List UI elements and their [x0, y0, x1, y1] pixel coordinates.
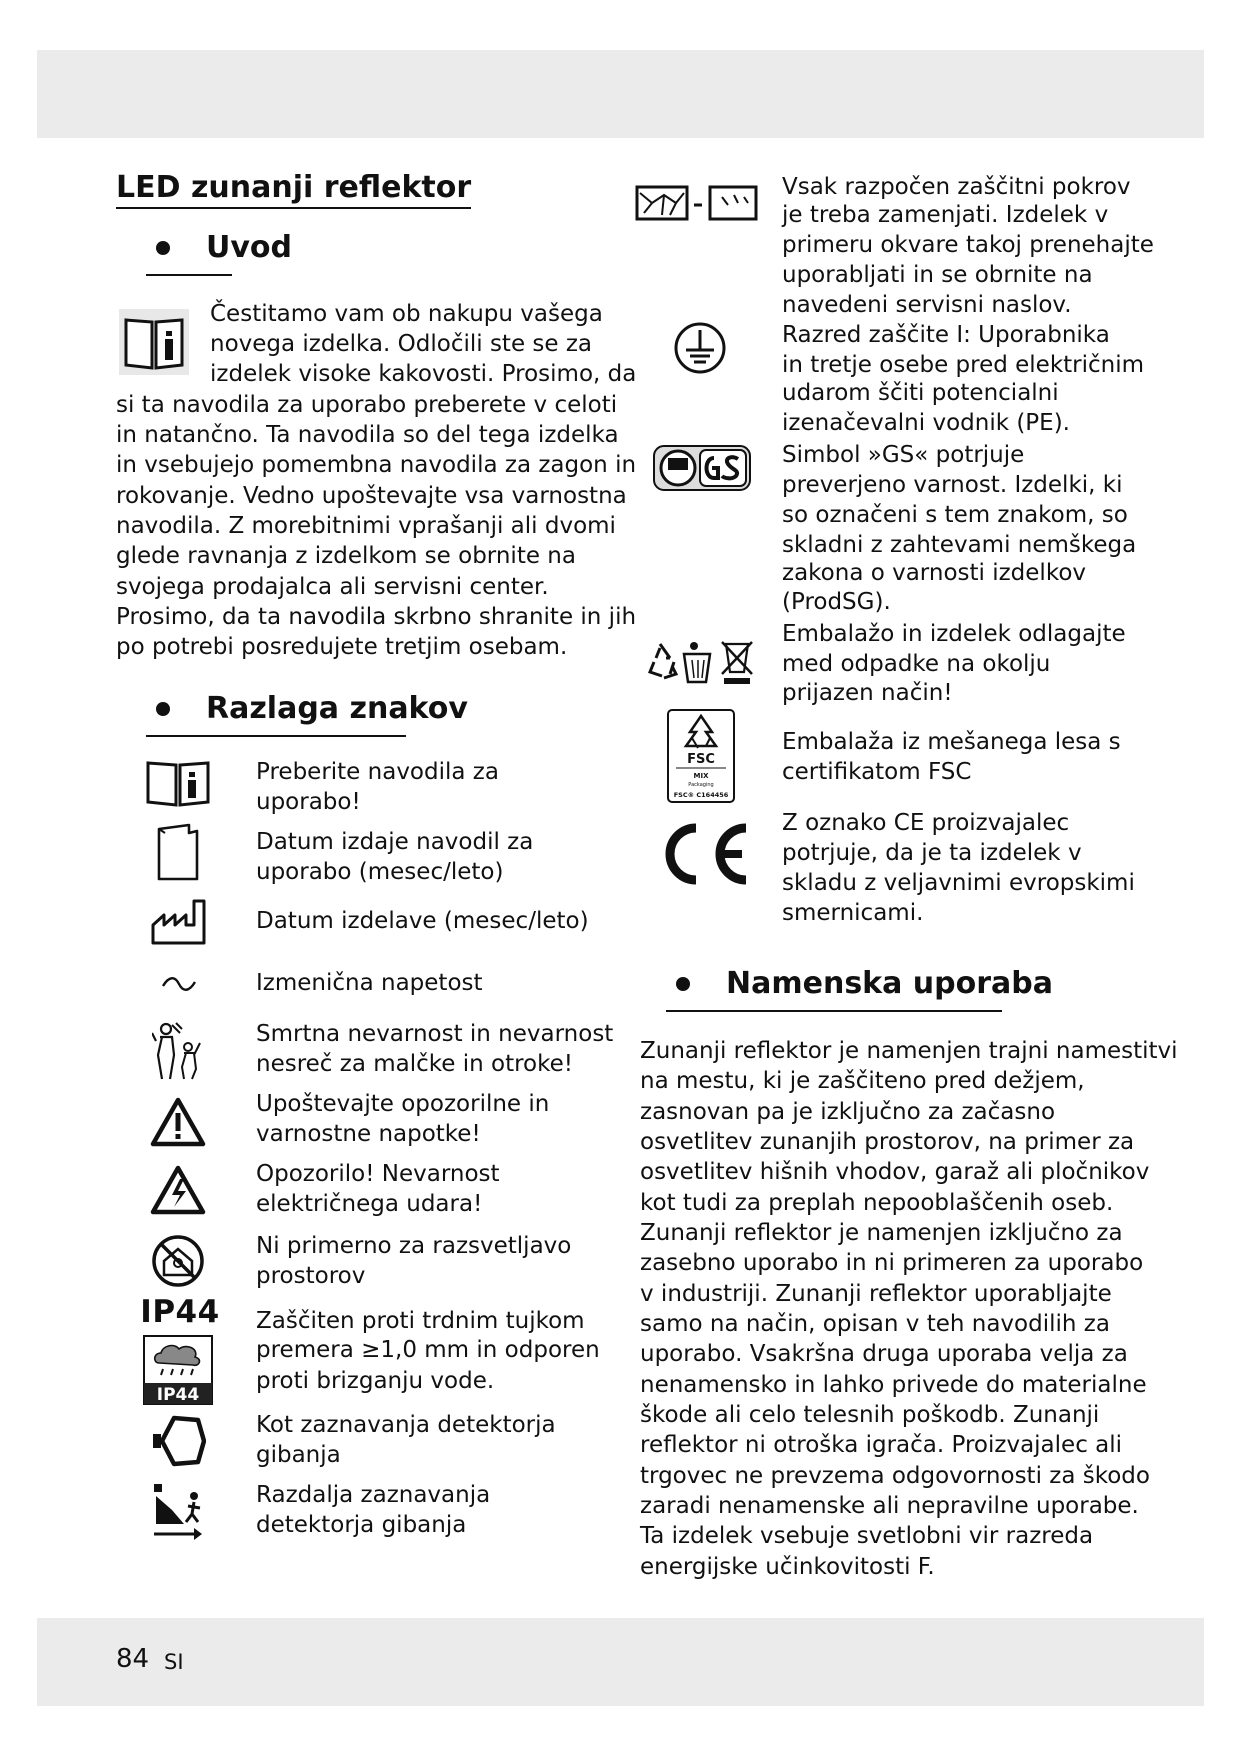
page-number: 84	[116, 1644, 150, 1674]
intended-use-line: Zunanji reflektor je namenjen izključno za	[640, 1220, 1123, 1246]
symbol-line: proti brizganju vode.	[256, 1368, 495, 1394]
symbol-line: primeru okvare takoj prenehajte	[782, 232, 1154, 258]
symbol-line: preverjeno varnost. Izdelki, ki	[782, 472, 1123, 498]
heading-underline	[146, 274, 232, 276]
symbol-line: potrjuje, da je ta izdelek v	[782, 840, 1082, 866]
factory-icon	[148, 895, 210, 949]
symbol-line: električnega udara!	[256, 1191, 483, 1217]
symbol-line: Z oznako CE proizvajalec	[782, 810, 1070, 836]
symbol-line: uporabljati in se obrnite na	[782, 262, 1093, 288]
protective-earth-icon	[670, 318, 730, 378]
fsc-code: FSC® C164456	[673, 791, 729, 799]
symbol-line: Kot zaznavanja detektorja	[256, 1412, 556, 1438]
intended-use-line: osvetlitev zunanjih prostorov, na primer za	[640, 1129, 1135, 1155]
bullet-icon	[676, 977, 690, 991]
read-manual-icon	[144, 755, 212, 811]
symbol-line: Izmenična napetost	[256, 970, 483, 996]
electric-shock-icon	[148, 1162, 208, 1218]
symbol-line: zakona o varnosti izdelkov	[782, 560, 1086, 586]
section-heading-intro	[156, 230, 316, 270]
intended-use-line: energijske učinkovitosti F.	[640, 1554, 935, 1580]
symbol-line: Simbol »GS« potrjuje	[782, 442, 1025, 468]
manual-booklet-icon	[150, 820, 206, 884]
intended-use-line: nenamensko in lahko privede do materialne	[640, 1372, 1147, 1398]
intended-use-line: na mestu, ki je zaščiteno pred dežjem,	[640, 1068, 1085, 1094]
fsc-brand: FSC	[687, 752, 715, 767]
intended-use-line: Ta izdelek vsebuje svetlobni vir razreda	[640, 1523, 1094, 1549]
symbol-line: udarom ščiti potencialni	[782, 380, 1059, 406]
symbol-line: Datum izdaje navodil za	[256, 829, 534, 855]
symbol-line: Embalaža iz mešanega lesa s	[782, 729, 1121, 755]
symbol-line: skladu z veljavnimi evropskimi	[782, 870, 1135, 896]
intro-line: in natančno. Ta navodila so del tega izdelka	[116, 422, 619, 448]
intended-use-line: kot tudi za preplah nepooblaščenih oseb.	[640, 1190, 1114, 1216]
fsc-packaging: Packaging	[688, 782, 714, 788]
ip44-badge-text: IP44	[156, 1385, 200, 1405]
symbol-line: in tretje osebe pred električnim	[782, 352, 1145, 378]
detection-angle-icon	[148, 1410, 208, 1472]
symbol-line: Smrtna nevarnost in nevarnost	[256, 1021, 614, 1047]
alternating-current-icon	[156, 970, 202, 998]
symbol-line: certifikatom FSC	[782, 759, 972, 785]
intro-line: navodila. Z morebitnimi vprašanji ali dvomi	[116, 513, 616, 539]
fsc-icon	[664, 706, 738, 806]
symbol-line: Razred zaščite I: Uporabnika	[782, 322, 1110, 348]
intended-use-line: v industriji. Zunanji reflektor uporabljajte	[640, 1281, 1112, 1307]
symbol-line: uporabo!	[256, 789, 361, 815]
intended-use-line: Zunanji reflektor je namenjen trajni namestitvi	[640, 1038, 1178, 1064]
intro-line: glede ravnanja z izdelkom se obrnite na	[116, 543, 576, 569]
symbol-line: prijazen način!	[782, 680, 953, 706]
intro-line: rokovanje. Vedno upoštevajte vsa varnostna	[116, 483, 627, 509]
symbol-line: Datum izdelave (mesec/leto)	[256, 908, 589, 934]
intended-use-line: samo na način, opisan v teh navodilih za	[640, 1311, 1110, 1337]
heading-text: Razlaga znakov	[206, 691, 468, 726]
ip44-icon	[142, 1334, 214, 1406]
intended-use-line: zasebno uporabo in ni primeren za uporabo	[640, 1250, 1144, 1276]
section-heading-intended-use	[676, 966, 1076, 1006]
intro-line: in vsebujejo pomembna navodila za zagon in	[116, 452, 637, 478]
symbol-line: med odpadke na okolju	[782, 651, 1051, 677]
intended-use-line: zasnovan pa je izključno za začasno	[640, 1099, 1056, 1125]
language-code: SI	[164, 1650, 184, 1674]
ce-mark-icon	[650, 818, 754, 890]
symbol-line: Ni primerno za razsvetljavo	[256, 1233, 572, 1259]
ip44-label: IP44	[140, 1294, 220, 1330]
intended-use-line: reflektor ni otroška igrača. Proizvajalec ali	[640, 1432, 1123, 1458]
no-room-lighting-icon	[148, 1232, 208, 1290]
child-danger-icon	[148, 1020, 206, 1084]
intro-line: izdelek visoke kakovosti. Prosimo, da	[210, 361, 637, 387]
intro-line: si ta navodila za uporabo preberete v celoti	[116, 392, 618, 418]
heading-underline	[146, 735, 406, 737]
recycling-disposal-icon	[644, 636, 756, 688]
intended-use-line: škode ali celo telesnih poškodb. Zunanji	[640, 1402, 1100, 1428]
section-heading-symbols	[156, 691, 486, 731]
symbol-line: izenačevalni vodnik (PE).	[782, 410, 1070, 436]
intended-use-line: trgovec ne prevzema odgovornosti za škodo	[640, 1463, 1150, 1489]
bullet-icon	[156, 702, 170, 716]
symbol-line: Upoštevajte opozorilne in	[256, 1091, 550, 1117]
page-title: LED zunanji reflektor	[116, 170, 471, 209]
warning-triangle-icon	[148, 1094, 208, 1150]
symbol-line: Preberite navodila za	[256, 759, 499, 785]
intro-line: svojega prodajalca ali servisni center.	[116, 574, 549, 600]
intro-line: Prosimo, da ta navodila skrbno shranite in jih	[116, 604, 637, 630]
symbol-line: varnostne napotke!	[256, 1121, 481, 1147]
symbol-line: Razdalja zaznavanja	[256, 1482, 491, 1508]
symbol-line: prostorov	[256, 1263, 366, 1289]
symbol-line: so označeni s tem znakom, so	[782, 502, 1128, 528]
intended-use-line: osvetlitev hišnih vhodov, garaž ali pločnikov	[640, 1159, 1150, 1185]
intended-use-line: uporabo. Vsakršna druga uporaba velja za	[640, 1341, 1128, 1367]
symbol-line: premera ≥1,0 mm in odporen	[256, 1337, 600, 1363]
symbol-line: detektorja gibanja	[256, 1512, 467, 1538]
intro-line: novega izdelka. Odločili ste se za	[210, 331, 593, 357]
bullet-icon	[156, 241, 170, 255]
symbol-line: Opozorilo! Nevarnost	[256, 1161, 500, 1187]
symbol-line: (ProdSG).	[782, 589, 891, 615]
symbol-line: je treba zamenjati. Izdelek v	[782, 202, 1109, 228]
read-manual-icon	[116, 303, 192, 381]
detection-distance-icon	[148, 1478, 208, 1544]
fsc-mix: MIX	[693, 772, 709, 780]
heading-text: Uvod	[206, 230, 293, 265]
symbol-line: Vsak razpočen zaščitni pokrov	[782, 174, 1131, 200]
intro-line: Čestitamo vam ob nakupu vašega	[210, 301, 603, 327]
symbol-line: smernicami.	[782, 900, 924, 926]
symbol-line: navedeni servisni naslov.	[782, 292, 1072, 318]
symbol-line: skladni z zahtevami nemškega	[782, 532, 1137, 558]
intended-use-line: zaradi nenamenske ali nepravilne uporabe.	[640, 1493, 1139, 1519]
heading-text: Namenska uporaba	[726, 966, 1054, 1001]
symbol-line: gibanja	[256, 1442, 341, 1468]
cracked-glass-icon	[632, 178, 762, 226]
symbol-line: Embalažo in izdelek odlagajte	[782, 621, 1126, 647]
header-band	[37, 50, 1204, 138]
intro-line: po potrebi posredujete tretjim osebam.	[116, 634, 568, 660]
symbol-line: nesreč za malčke in otroke!	[256, 1051, 574, 1077]
symbol-line: uporabo (mesec/leto)	[256, 859, 504, 885]
heading-underline	[666, 1010, 1002, 1012]
footer-band	[37, 1618, 1204, 1706]
tuv-gs-icon	[650, 440, 754, 496]
symbol-line: Zaščiten proti trdnim tujkom	[256, 1308, 585, 1334]
